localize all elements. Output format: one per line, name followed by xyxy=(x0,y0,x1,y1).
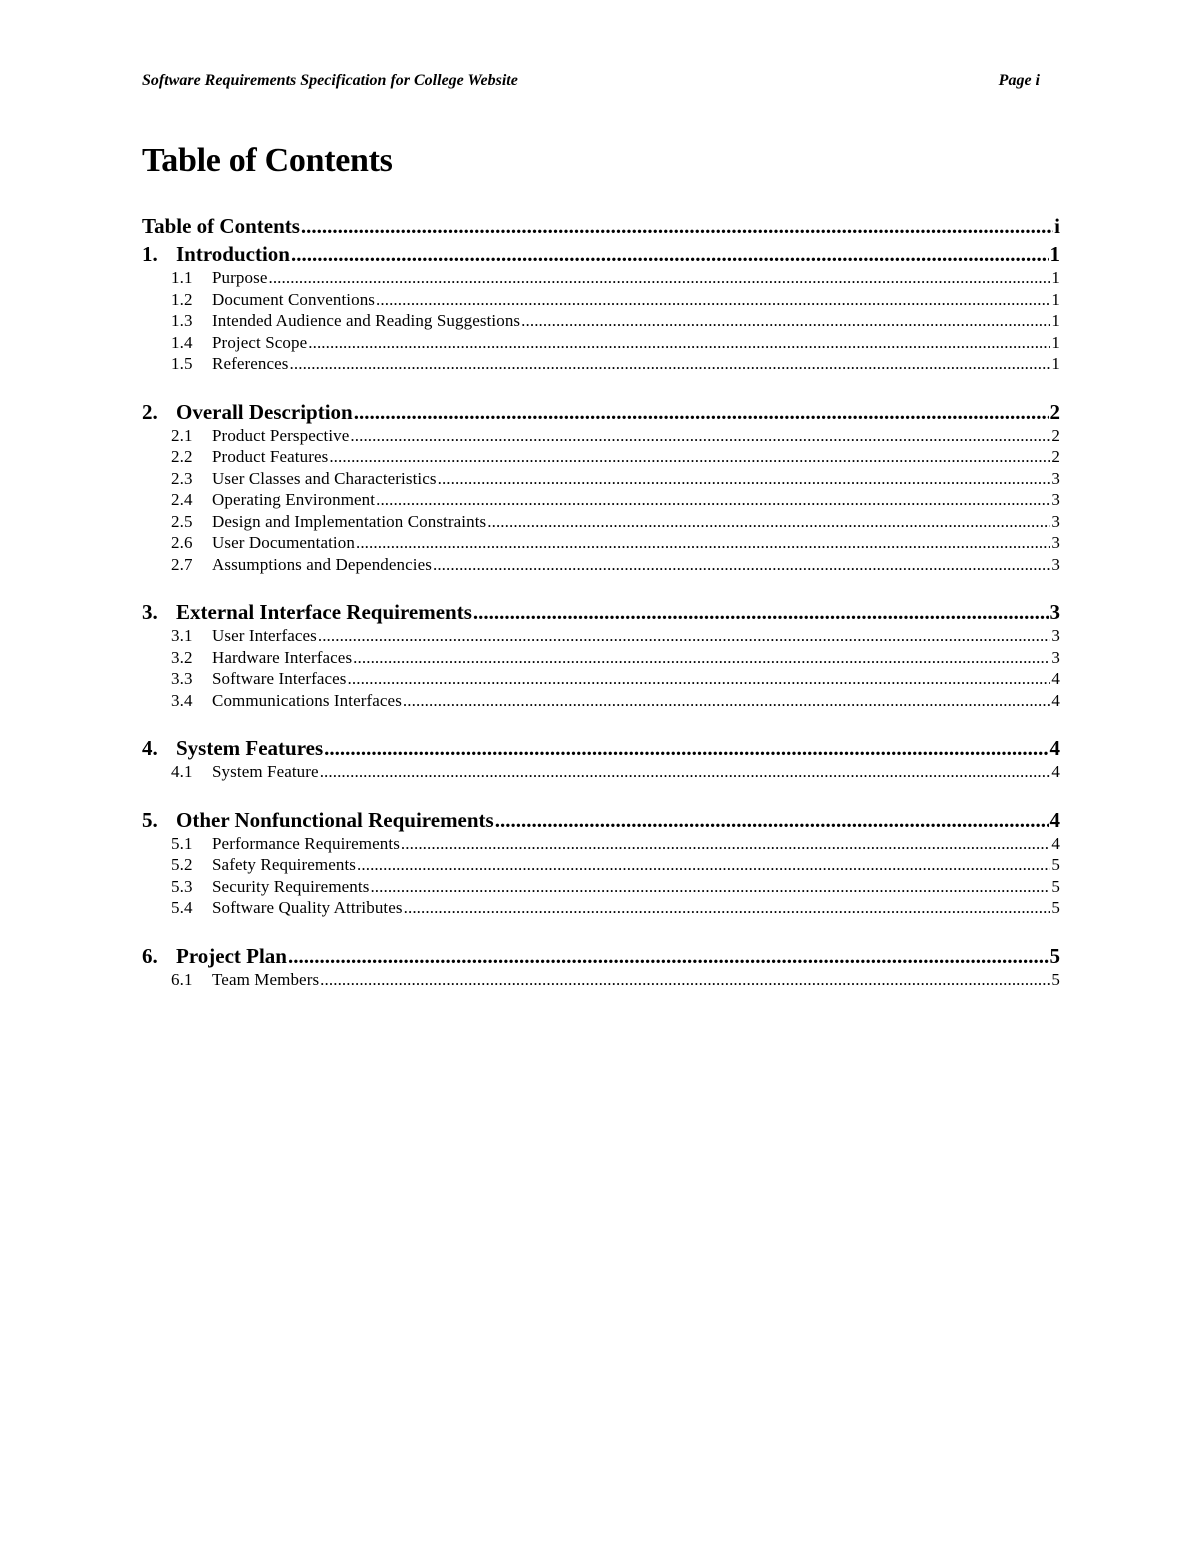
toc-entry-number: 2.3 xyxy=(171,468,193,488)
dot-leader xyxy=(268,268,1050,288)
toc-entry-page: 4 xyxy=(1049,807,1060,832)
toc-entry-level2[interactable] xyxy=(142,333,1060,355)
page-title: Table of Contents xyxy=(142,142,393,179)
dot-leader xyxy=(301,214,1053,239)
toc-section xyxy=(142,944,1060,992)
dot-leader xyxy=(353,648,1050,668)
toc-entry-title: Operating Environment xyxy=(212,490,376,509)
toc-entry-number: 1.3 xyxy=(171,311,193,330)
toc-entry-title: Software Quality Attributes xyxy=(212,898,403,917)
toc-section xyxy=(142,808,1060,920)
toc-entry-label xyxy=(171,762,319,782)
dot-leader xyxy=(473,600,1049,625)
dot-leader xyxy=(318,626,1051,646)
toc-entry-level2[interactable] xyxy=(142,648,1060,670)
toc-entry-label xyxy=(171,898,403,918)
dot-leader xyxy=(376,290,1050,310)
toc-entry-level2[interactable] xyxy=(142,490,1060,512)
toc-entry-level1[interactable] xyxy=(142,736,1060,762)
toc-entry-label xyxy=(142,400,353,425)
dot-leader xyxy=(290,354,1051,374)
toc-entry-page: 1 xyxy=(1051,268,1060,287)
toc-entry-level2[interactable] xyxy=(142,354,1060,376)
dot-leader xyxy=(370,877,1050,897)
toc-entry-title: User Interfaces xyxy=(212,626,317,645)
toc-entry-label: Table of Contents xyxy=(142,214,300,238)
toc-entry-label xyxy=(171,855,356,875)
toc-entry-label xyxy=(171,447,328,467)
toc-entry-label xyxy=(171,490,375,510)
toc-entry-level2[interactable] xyxy=(142,898,1060,920)
toc-entry-label xyxy=(171,669,347,689)
toc-entry-label xyxy=(142,600,472,625)
toc-entry-label xyxy=(171,469,437,489)
toc-entry-number: 5.2 xyxy=(171,855,193,874)
toc-entry-label xyxy=(171,533,355,553)
toc-entry-number: 5. xyxy=(142,807,158,832)
toc-section xyxy=(142,600,1060,712)
toc-entry-label xyxy=(142,736,323,761)
dot-leader xyxy=(324,736,1048,761)
toc-entry-label xyxy=(171,648,352,668)
toc-entry-label xyxy=(171,512,486,532)
toc-entry-page: 5 xyxy=(1051,898,1060,917)
toc-entry-level2[interactable] xyxy=(142,877,1060,899)
toc-entry-title: Performance Requirements xyxy=(212,833,400,853)
toc-entry-number: 3.2 xyxy=(171,647,193,667)
toc-entry-level1[interactable] xyxy=(142,808,1060,834)
toc-entry-page: i xyxy=(1054,214,1060,238)
toc-entry-page: 3 xyxy=(1051,647,1060,667)
toc-entry-level2[interactable] xyxy=(142,533,1060,555)
toc-entry-number: 3.3 xyxy=(171,669,193,688)
running-header xyxy=(142,72,1040,90)
dot-leader xyxy=(354,400,1049,425)
toc-entry-number: 3.1 xyxy=(171,626,193,645)
toc-entry-page: 3 xyxy=(1051,490,1060,509)
toc-entry-level2[interactable] xyxy=(142,555,1060,577)
toc-entry-title: Hardware Interfaces xyxy=(212,647,353,667)
toc-entry-title: External Interface Requirements xyxy=(176,600,472,624)
toc-entry-label xyxy=(171,290,375,310)
toc-entry-number: 5.4 xyxy=(171,898,193,917)
toc-entry-title: User Documentation xyxy=(212,533,355,552)
toc-entry-page: 4 xyxy=(1051,669,1060,688)
dot-leader xyxy=(320,970,1050,990)
toc-entry-number: 4.1 xyxy=(171,762,193,781)
toc-entry-number: 1.1 xyxy=(171,268,193,287)
toc-entry-label xyxy=(142,242,290,267)
toc-entry-page: 3 xyxy=(1049,600,1060,624)
toc-entry-title: References xyxy=(212,354,289,373)
toc-entry-number: 6. xyxy=(142,943,158,968)
toc-entry-level1[interactable] xyxy=(142,600,1060,626)
toc-entry-page: 3 xyxy=(1051,511,1060,531)
dot-leader xyxy=(329,447,1050,467)
toc-entry-page: 1 xyxy=(1051,332,1060,352)
table-of-contents xyxy=(142,214,1060,991)
toc-entry-label xyxy=(171,268,267,288)
dot-leader xyxy=(288,944,1049,969)
dot-leader xyxy=(433,555,1050,575)
toc-entry-title: Design and Implementation Constraints xyxy=(212,511,487,531)
toc-entry-number: 2.4 xyxy=(171,490,193,509)
toc-entry-page: 3 xyxy=(1051,468,1060,488)
toc-entry-number: 2.1 xyxy=(171,425,193,445)
dot-leader xyxy=(376,490,1050,510)
toc-entry-page: 4 xyxy=(1051,833,1060,853)
toc-entry-number: 2.5 xyxy=(171,511,193,531)
toc-entry-number: 2.6 xyxy=(171,533,193,552)
toc-entry-title: Team Members xyxy=(212,969,320,989)
toc-entry-level2[interactable] xyxy=(142,469,1060,491)
toc-entry-table-of-contents[interactable] xyxy=(142,214,1060,240)
toc-entry-label xyxy=(171,877,369,897)
toc-entry-number: 6.1 xyxy=(171,969,193,989)
toc-entry-level2[interactable] xyxy=(142,834,1060,856)
toc-entry-label xyxy=(171,691,402,711)
toc-entry-number: 2.7 xyxy=(171,554,193,574)
toc-entry-number: 3.4 xyxy=(171,690,193,710)
toc-entry-title: Introduction xyxy=(176,242,290,266)
toc-entry-level2[interactable] xyxy=(142,855,1060,877)
toc-entry-title: Purpose xyxy=(212,268,268,287)
toc-entry-title: Assumptions and Dependencies xyxy=(212,554,432,574)
toc-entry-page: 3 xyxy=(1051,626,1060,645)
toc-entry-label xyxy=(171,970,319,990)
header-doc-title: Software Requirements Specification for College Website xyxy=(142,72,518,89)
toc-entry-page: 1 xyxy=(1049,242,1060,266)
toc-entry-title: Document Conventions xyxy=(212,289,376,309)
dot-leader xyxy=(521,311,1050,331)
dot-leader xyxy=(348,669,1051,689)
toc-entry-level2[interactable] xyxy=(142,426,1060,448)
toc-entry-label xyxy=(142,808,494,833)
toc-entry-level2[interactable] xyxy=(142,626,1060,648)
toc-entry-title: Project Plan xyxy=(176,943,287,968)
dot-leader xyxy=(291,242,1049,267)
toc-entry-page: 5 xyxy=(1051,969,1060,989)
toc-entry-page: 3 xyxy=(1051,533,1060,552)
toc-entry-level1[interactable] xyxy=(142,242,1060,268)
toc-section xyxy=(142,242,1060,376)
toc-entry-title: Communications Interfaces xyxy=(212,690,402,710)
toc-entry-title: Intended Audience and Reading Suggestions xyxy=(212,311,521,330)
toc-entry-number: 5.3 xyxy=(171,876,193,896)
toc-entry-page: 1 xyxy=(1051,289,1060,309)
toc-entry-number: 2. xyxy=(142,399,158,424)
dot-leader xyxy=(320,762,1051,782)
toc-entry-title: Product Perspective xyxy=(212,425,350,445)
toc-entry-title: Overall Description xyxy=(176,399,353,424)
toc-entry-page: 1 xyxy=(1051,354,1060,373)
toc-entry-page: 5 xyxy=(1049,943,1060,968)
toc-entry-page: 3 xyxy=(1051,554,1060,574)
toc-entry-number: 1.4 xyxy=(171,332,193,352)
toc-entry-page: 1 xyxy=(1051,311,1060,330)
toc-entry-title: Project Scope xyxy=(212,332,308,352)
toc-entry-number: 1.5 xyxy=(171,354,193,373)
toc-entry-label xyxy=(171,626,317,646)
toc-entry-page: 2 xyxy=(1051,425,1060,445)
toc-entry-label xyxy=(142,944,287,969)
toc-entry-label xyxy=(171,426,349,446)
dot-leader xyxy=(487,512,1050,532)
dot-leader xyxy=(356,533,1050,553)
dot-leader xyxy=(495,808,1049,833)
toc-entry-level2[interactable] xyxy=(142,311,1060,333)
toc-entry-number: 1. xyxy=(142,242,158,266)
toc-entry-title: Security Requirements xyxy=(212,876,370,896)
toc-entry-number: 3. xyxy=(142,600,158,624)
toc-entry-level2[interactable] xyxy=(142,669,1060,691)
toc-entry-title: System Feature xyxy=(212,762,319,781)
toc-entry-label xyxy=(171,311,520,331)
toc-entry-title: Software Interfaces xyxy=(212,669,347,688)
toc-entry-level2[interactable] xyxy=(142,970,1060,992)
toc-entry-page: 4 xyxy=(1051,690,1060,710)
toc-entry-level2[interactable] xyxy=(142,447,1060,469)
toc-entry-level2[interactable] xyxy=(142,268,1060,290)
dot-leader xyxy=(308,333,1050,353)
dot-leader xyxy=(401,834,1050,854)
toc-entry-level1[interactable] xyxy=(142,400,1060,426)
toc-entry-number: 5.1 xyxy=(171,833,193,853)
toc-entry-page: 2 xyxy=(1051,447,1060,466)
dot-leader xyxy=(404,898,1051,918)
toc-entry-number: 1.2 xyxy=(171,289,193,309)
toc-entry-label xyxy=(171,333,307,353)
dot-leader xyxy=(438,469,1051,489)
dot-leader xyxy=(357,855,1050,875)
toc-entry-level2[interactable] xyxy=(142,762,1060,784)
toc-entry-title: User Classes and Characteristics xyxy=(212,468,437,488)
dot-leader xyxy=(403,691,1050,711)
header-page-number: Page i xyxy=(998,72,1040,89)
toc-entry-page: 4 xyxy=(1051,762,1060,781)
toc-entry-level2[interactable] xyxy=(142,691,1060,713)
toc-entry-title: Other Nonfunctional Requirements xyxy=(176,807,494,832)
toc-entry-title: Product Features xyxy=(212,447,329,466)
toc-entry-page: 5 xyxy=(1051,876,1060,896)
toc-entry-level2[interactable] xyxy=(142,512,1060,534)
toc-section xyxy=(142,736,1060,784)
toc-entry-page: 2 xyxy=(1049,399,1060,424)
toc-entry-title: Safety Requirements xyxy=(212,855,357,874)
toc-entry-page: 4 xyxy=(1049,736,1060,760)
toc-entry-label xyxy=(171,834,400,854)
toc-entry-label xyxy=(171,555,432,575)
toc-entry-number: 4. xyxy=(142,736,158,760)
toc-entry-level1[interactable] xyxy=(142,944,1060,970)
toc-entry-label xyxy=(171,354,289,374)
toc-entry-page: 5 xyxy=(1051,855,1060,874)
toc-entry-number: 2.2 xyxy=(171,447,193,466)
toc-section xyxy=(142,400,1060,577)
dot-leader xyxy=(350,426,1050,446)
toc-entry-level2[interactable] xyxy=(142,290,1060,312)
toc-sections xyxy=(142,242,1060,991)
toc-entry-title: System Features xyxy=(176,736,324,760)
